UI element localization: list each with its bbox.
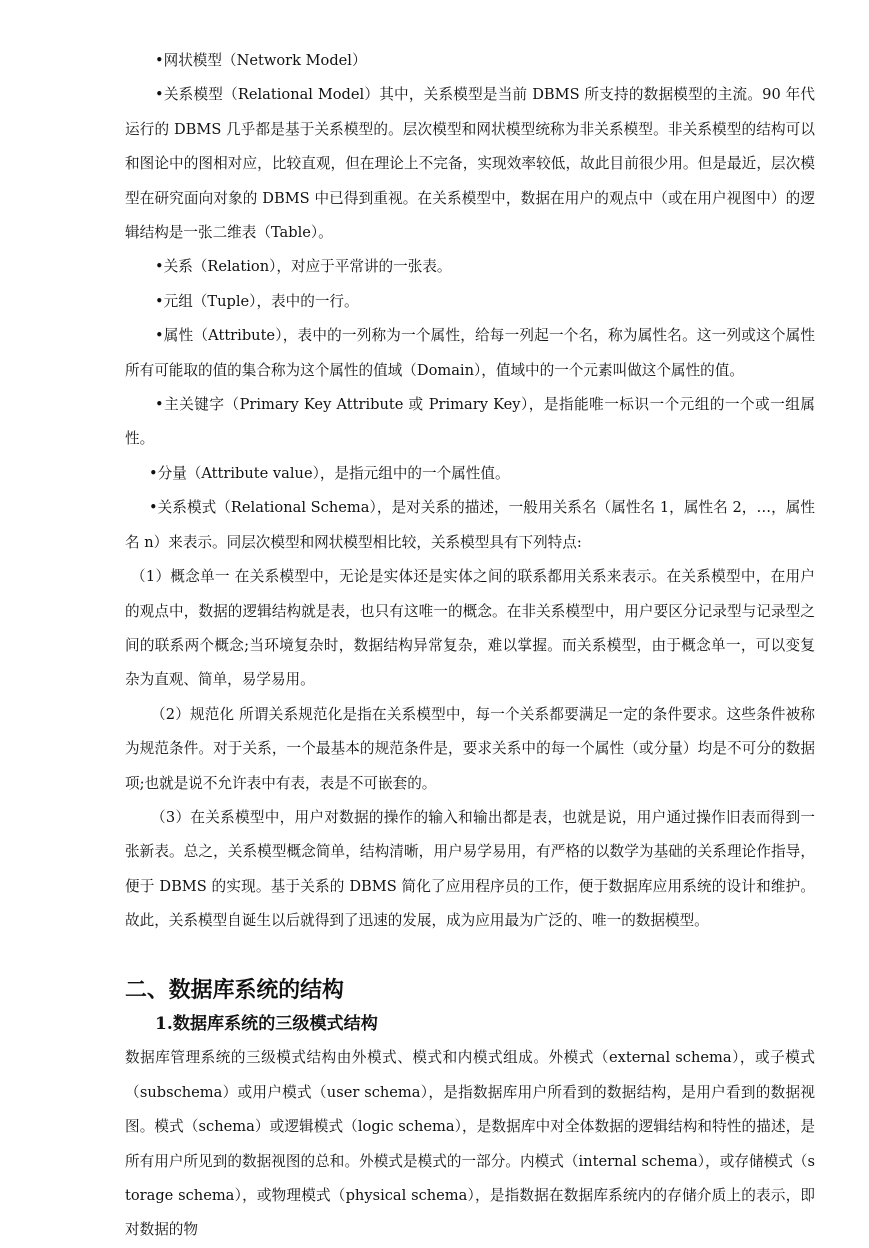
section-heading: 二、数据库系统的结构: [125, 976, 344, 1003]
feature-normalization: （2）规范化 所谓关系规范化是指在关系模型中，每一个关系都要满足一定的条件要求。这些条件被称为规范条件。对于关系，一个最基本的规范条件是，要求关系中的每一个属性（或分量）均是不可分的数据项;也就是说不允许表中有表，表是不可嵌套的。: [125, 705, 815, 792]
bullet-attribute-value: •分量（Attribute value），是指元组中的一个属性值。: [149, 464, 510, 482]
bullet-tuple: •元组（Tuple），表中的一行。: [155, 292, 359, 310]
bullet-network-model: •网状模型（Network Model）: [155, 52, 367, 69]
document-page: [125, 44, 815, 1248]
subsection-heading: 1.数据库系统的三级模式结构: [155, 1013, 378, 1034]
feature-table-operations: （3）在关系模型中，用户对数据的操作的输入和输出都是表，也就是说，用户通过操作旧表而得到一张新表。总之，关系模型概念简单，结构清晰，用户易学易用，有严格的以数学为基础的关系理论作指导，便于 DBMS 的实现。基于关系的 DBMS 简化了应用程序员的工作，便于数据库应用系统的设计和维护。故此，关系模型自诞生以后就得到了迅速的发展，成为应用最为广泛的、唯一的数据模型。: [125, 808, 815, 930]
bullet-relational-model: •关系模型（Relational Model）其中，关系模型是当前 DBMS 所支持的数据模型的主流。90 年代运行的 DBMS 几乎都是基于关系模型的。层次模型和网状模型统称为非关系模型。非关系模型的结构可以和图论中的图相对应，比较直观，但在理论上不完备，实现效率较低，故此目前很少用。但是最近，层次模型在研究面向对象的 DBMS 中已得到重视。在关系模型中，数据在用户的观点中（或在用户视图中）的逻辑结构是一张二维表（Table）。: [125, 86, 815, 242]
feature-concept-single: （1）概念单一 在关系模型中，无论是实体还是实体之间的联系都用关系来表示。在关系模型中，在用户的观点中，数据的逻辑结构就是表，也只有这唯一的概念。在非关系模型中，用户要区分记录型与记录型之间的联系两个概念;当环境复杂时，数据结构异常复杂，难以掌握。而关系模型，由于概念单一，可以变复杂为直观、简单，易学易用。: [125, 568, 815, 689]
bullet-primary-key: •主关键字（Primary Key Attribute 或 Primary Key），是指能唯一标识一个元组的一个或一组属性。: [125, 396, 815, 448]
bullet-relation: •关系（Relation），对应于平常讲的一张表。: [155, 258, 452, 276]
three-level-schema-paragraph: 数据库管理系统的三级模式结构由外模式、模式和内模式组成。外模式（external schema），或子模式（subschema）或用户模式（user schema），是指数据库用户所看到的数据结构，是用户看到的数据视图。模式（schema）或逻辑模式（logic schema），是数据库中对全体数据的逻辑结构和特性的描述，是所有用户所见到的数据视图的总和。外模式是模式的一部分。内模式（internal schema），或存储模式（storage schema），或物理模式（physical schema），是指数据在数据库系统内的存储介质上的表示，即对数据的物: [125, 1049, 815, 1239]
bullet-attribute: •属性（Attribute），表中的一列称为一个属性，给每一列起一个名，称为属性名。这一列或这个属性所有可能取的值的集合称为这个属性的值域（Domain），值域中的一个元素叫做这个属性的值。: [125, 327, 815, 379]
bullet-relational-schema: •关系模式（Relational Schema），是对关系的描述，一般用关系名（属性名 1，属性名 2，…，属性名 n）来表示。同层次模型和网状模型相比较，关系模型具有下列特点:: [125, 499, 815, 551]
